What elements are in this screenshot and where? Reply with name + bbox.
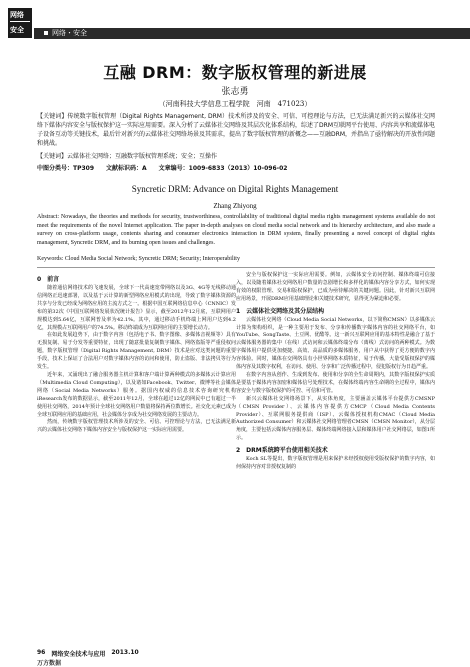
section-heading: 1 云媒体社交网络及其分层结构: [236, 307, 325, 315]
journal-logo: [8, 8, 32, 38]
publisher-watermark: 万方数据: [37, 660, 62, 667]
chinese-abstract: 【关键词】传统数字版权管理（Digital Rights Management, DRM）技术所涉及的安全、可信、可控理论与方法，已无法满足新兴的云媒体社交网络下媒体内容安全与版权保护这一实际应用需要。深入分析了云媒体社交网络及其层次化体系结构，综述了DRM互联网平台使用、内容共享和流媒体电子设备互动等关键技术，最后针对新兴的云媒体社交网络场景及其需求，提出了数字版权管理的新概念——互融DRM，并指出了亟待解决的开放性问题和挑战。: [37, 113, 435, 147]
english-author: Zhang Zhiyong: [213, 202, 257, 210]
body-column-right: [236, 272, 435, 472]
article-affiliation: （河南科技大学信息工程学院 河南 471023）: [158, 100, 312, 108]
issue-date: 2013.10: [111, 649, 139, 656]
english-abstract: Abstract: Nowadays, the theories and methods for security, trustworthiness, controllability of traditional digital media rights management systems available do not meet the requirements of the novel Internet application. The paper in-depth analyses on cloud media social network and its hierarchy architecture, and also made a survey on cross-platform usage, contents sharing and consumer electronics interaction in DRM system, finally presenting a novel concept of digital rights management, Syncretic DRM, and its burning open issues and challenges.: [37, 214, 435, 246]
page-footer: [37, 649, 139, 658]
section-heading: 2 DRM系统跨平台使用相关技术: [236, 447, 328, 455]
english-keywords: Keywords: Cloud Media Social Network; Syncretic DRM; Security; Interoperability: [37, 256, 240, 262]
article-title: 互融 DRM：数字版权管理的新进展: [103, 63, 367, 82]
section-heading: 0 前言: [37, 276, 60, 283]
document-code: 文献标识码：A: [106, 165, 147, 172]
section-label: [44, 28, 87, 39]
body-column-left: [37, 272, 236, 435]
article-author: 张志勇: [221, 87, 249, 97]
body-paragraph: 然而，传统数字版权管理技术所涉及的安全、可信、可控理论与方法，已无法满足新兴的云媒体社交网络下媒体内容安全与版权保护这一实际应用需要。: [37, 419, 236, 434]
article-metadata: [37, 163, 435, 172]
body-paragraph: 在数字内容从创作、生成到发布、使用和分享的全生命周期内，其数字版权保护实质是要基于媒体内容加密和媒体信号处理技术，在媒体终端内容生命期的全过程中，媒体内容安全与数字版权保护的可控、可信和可管。: [236, 371, 435, 394]
page-number: 96: [37, 649, 46, 656]
clc-number: 中图分类号：TP309: [37, 165, 95, 172]
english-title: Syncretic DRM: Advance on Digital Rights Management: [131, 184, 339, 194]
page-header: [0, 0, 470, 48]
body-paragraph: 近年来，又涌现出了融合服务器主机计算和客户端计算两种模式的多媒体云计算应用（Multimedia Cloud Computing），以及诸如Facebook、Twitter、微博等社会媒体网络（Social Media Networks）服务。据国内权威的信息技术咨询研究机构iResearch发布的数据显示，截至2011年12月，全球在超过12亿的网民中已有超过一半使用社交网络，2014年预计全球社交网络用户数量将保持两位数增长。社交化元素已成为全球互联网应用的基础应用，社会媒体分享成为社交网络发展的主要动力。: [37, 371, 236, 418]
logo-divider: [10, 21, 30, 22]
body-paragraph: 随着通信网络技术的飞速发展，全球下一代高速宽带网络以及3G、4G等无线移动通信网络正迅速部署，以及基于云计算的新型网络应用模式的出现，导致了数字媒体资源的共享与分发已经成为网络应用的主流方式之一。根据中国互联网络信息中心（CNNIC）发布的第32次《中国互联网络发展状况统计报告》显示，截至2012年12月底，互联网用户规模达到5.64亿，互联网普及率为42.1%。其中，通过移动手机终端上网用户达到4.2亿，其规模占互联网用户的74.5%。移动终端成为互联网应用的主要增长动力。: [37, 285, 236, 331]
abstract-divider: [37, 267, 435, 268]
article-number: 文章编号：1009-6833（2013）10-096-02: [158, 165, 288, 172]
body-paragraph: 云媒体社交网络（Cloud Media Social Networks，以下简称CMSN）以多媒体云计算为架构组织，是一种主要用于发布、分享和传播数字媒体内容的社交网络平台，如YouTube、SongTaste、土豆网、优酷等。这一新兴互联网应用的基本特性是融合了基于云媒体服务器的集中（在线）式访问和云媒体终端分布（离线）式访问的两种模式。为数字媒体用户提供更加便捷、高效、高品质的多媒体服务，用户从中获得了更方便的数字内容体验。同时，媒体在交网络具有小世界网络本质特征，易于传播，大量受版权保护的媒体内容及其数字权利，在访问、使用、分享和广泛传播过程中，侵犯版权行为日趋严重。: [236, 316, 435, 371]
section-text: 网络・安全: [52, 29, 87, 37]
body-paragraph: Koch SL等提出，数字版权管理是用来保护未经授权使用受版权保护的数字内容，如何保持内容对非授权复制的: [236, 456, 435, 471]
journal-name: 网络安全技术与应用: [51, 651, 106, 658]
body-paragraph: 在如此发展趋势下，由于数字内容（包括电子书、数字图像、多媒体音视频等）具有无损复制、易于分发等重要特征，出现了随意批量复制数字媒体、网络盗版等严重侵权问题，数字版权管理（Digital Rights Management, DRM）技术是应对这类问题的重要手段，技术上保证了合法用户对数字媒体内容的访问和使用，防止盗版、非法拷贝等行为发生。: [37, 332, 236, 371]
body-paragraph: 新兴云媒体社交网络场景下，从实体角度，主要涵盖云媒体平台提供方CMSNP（CMSN Provider）、云媒体内容提供方CMCP（Cloud Media Contents Provider）、互联网服务提供商（ISP）、云媒体授权机构CMAC（Cloud Media Authorized Consumer）和云媒体社交网络管理者CMSN（CMSN Monitor），从分层角度，主要包括云媒体内容服务层、媒体终端网络接入层和媒体用户社交网络层，如图1所示。: [236, 395, 435, 442]
square-bullet-icon: [44, 31, 48, 35]
body-paragraph: 安全与版权保护这一实际应用需要。例如，云媒体安全访问控制、媒体终端可信接入，以及随着媒体社交网络用户数量的急剧增长和多样化的媒体内容分享方式，如何实现有效的权限管理、交易和版权保护，已成为亟待解决的关键问题。因此，针对新兴互联网应用场景，开展DRM应用基础理论和关键技术研究，显得更为紧迫和必要。: [236, 272, 435, 302]
logo-text-top: 网络: [10, 11, 24, 19]
logo-text-bottom: 安全: [10, 26, 24, 34]
chinese-keywords: 【关键词】云媒体社交网络；互融数字版权管理系统；安全；互操作: [37, 153, 218, 160]
section-banner: [34, 28, 470, 39]
